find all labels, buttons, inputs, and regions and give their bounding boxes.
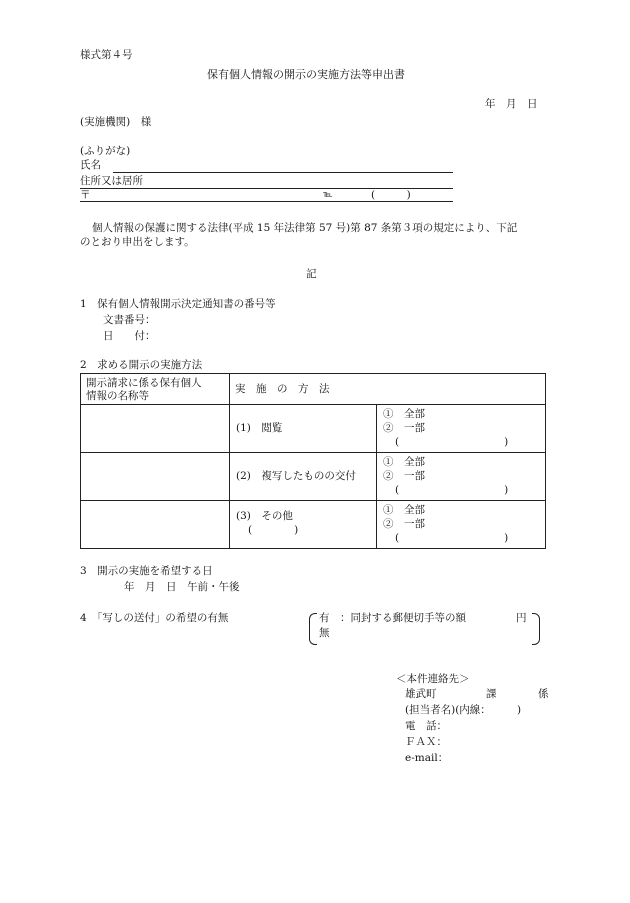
postal-label: 〒 [80,189,91,201]
option-partial[interactable]: ② 一部 [383,422,425,434]
option-partial-detail[interactable]: ( ) [395,532,509,544]
postage-yes-option[interactable]: 有 ：同封する郵便切手等の額 [319,612,466,624]
method-label: (2) 複写したものの交付 [236,470,356,482]
contact-person: (担当者名)(内線： ) [405,704,522,716]
ki-label: 記 [306,268,317,280]
contact-phone: 電 話： [405,720,447,732]
table-header-row [81,374,546,405]
tel-parens: ( ) [371,189,411,201]
extent-cell[interactable] [377,405,546,453]
method-table [80,373,546,549]
page-title: 保有個人情報の開示の実施方法等申出書 [207,68,405,81]
contact-town: 雄武町 [405,688,437,700]
contact-email: e-mail： [405,752,449,764]
left-bracket [309,613,317,645]
option-all[interactable]: ① 全部 [383,408,425,420]
intro-line-2: のとおり申出をします。 [80,236,195,248]
info-name-header-line2: 情報の名称等 [86,390,149,402]
method-header-label: 実 施 の 方 法 [235,383,330,395]
table-row [81,501,546,549]
desired-date-line: 年 月 日 午前・午後 [124,581,240,593]
furigana-label: (ふりがな) [80,145,131,157]
extent-cell[interactable] [377,453,546,501]
section1-heading: 1 保有個人情報開示決定通知書の番号等 [80,298,276,310]
doc-number-label: 文書番号： [103,314,156,326]
postal-underline [80,201,453,202]
info-name-header [81,374,230,405]
option-partial[interactable]: ② 一部 [383,518,425,530]
info-name-cell[interactable] [81,405,230,453]
option-partial[interactable]: ② 一部 [383,470,425,482]
date-line: 年 月 日 [485,98,538,110]
contact-fax: ＦＡＸ： [405,736,447,748]
yen-label: 円 [516,612,527,624]
option-partial-detail[interactable]: ( ) [395,484,509,496]
right-bracket [532,613,540,645]
info-name-header-line1: 開示請求に係る保有個人 [86,377,202,389]
method-cell [230,453,377,501]
option-partial-detail[interactable]: ( ) [395,436,509,448]
form-number: 様式第４号 [80,49,133,61]
table-row [81,405,546,453]
address-label: 住所又は居所 [80,175,143,187]
table-row [81,453,546,501]
date-field-label: 日 付： [103,330,156,342]
name-underline [113,172,453,173]
contact-heading: ＜本件連絡先＞ [396,673,470,685]
section4-heading: 4 「写しの送付」の希望の有無 [80,612,229,624]
info-name-cell[interactable] [81,453,230,501]
method-cell [230,501,377,549]
section2-heading: 2 求める開示の実施方法 [80,359,203,371]
contact-ka: 課 [486,688,497,700]
postage-no-option[interactable]: 無 [319,627,330,639]
addressee: (実施機関) 様 [80,116,152,128]
option-all[interactable]: ① 全部 [383,456,425,468]
contact-kakari: 係 [538,688,549,700]
info-name-cell[interactable] [81,501,230,549]
section3-heading: 3 開示の実施を希望する日 [80,565,213,577]
option-all[interactable]: ① 全部 [383,504,425,516]
method-other-detail[interactable]: ( ) [248,524,299,536]
name-label: 氏名 [80,159,101,171]
extent-cell[interactable] [377,501,546,549]
tel-label: ℡ [323,190,333,200]
method-label: (1) 閲覧 [236,422,283,434]
method-label: (3) その他 [236,510,293,522]
method-cell [230,405,377,453]
method-header [230,374,546,405]
intro-line-1: 個人情報の保護に関する法律(平成 15 年法律第 57 号)第 87 条第３項の規定により、下記 [92,222,518,234]
